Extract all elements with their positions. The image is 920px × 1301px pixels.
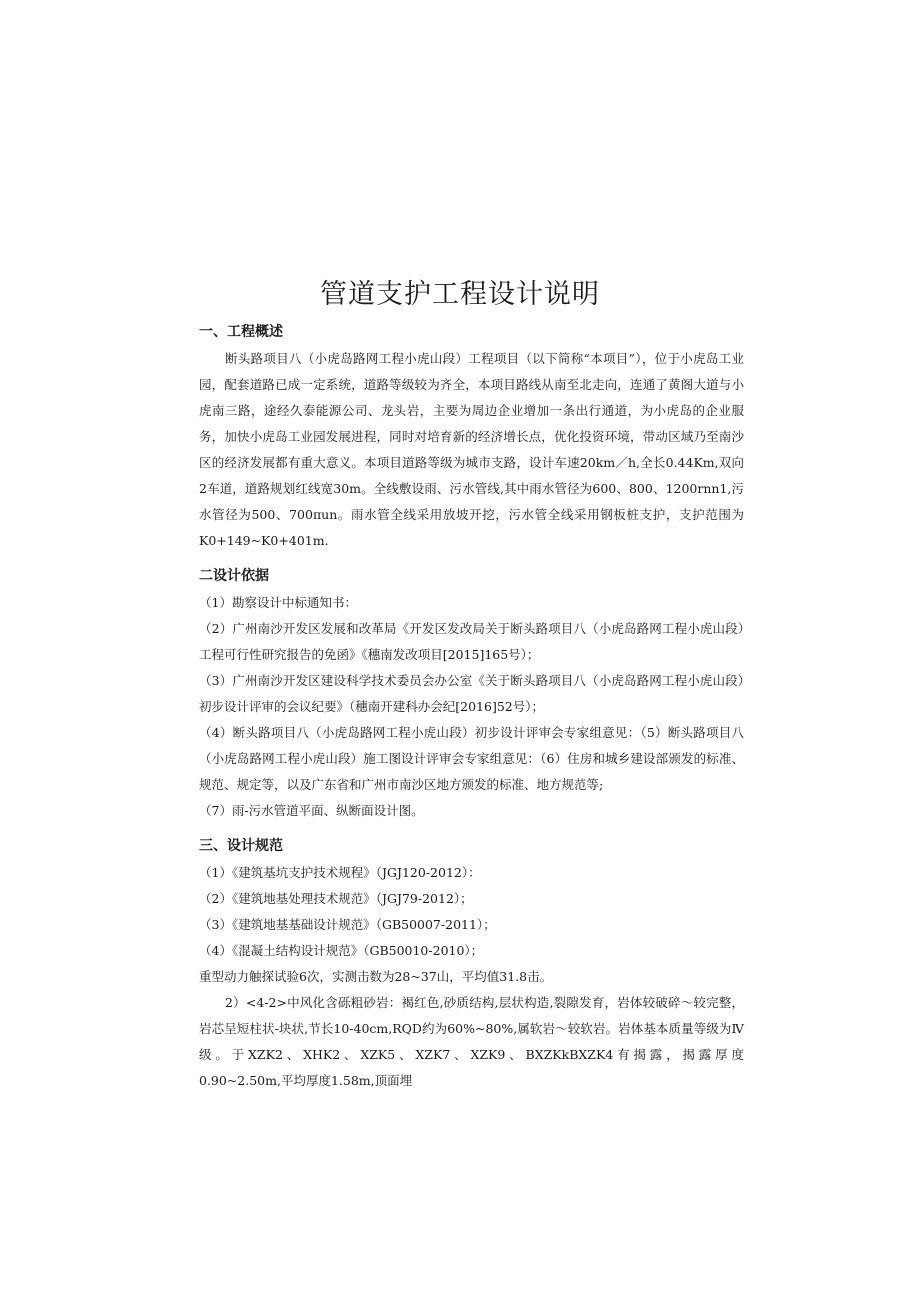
section-heading-specs: 三、设计规范 [199, 838, 283, 854]
spec-item: （1）《建筑基坑支护技术规程》（JGJ120-2012）： [199, 865, 481, 880]
test-note: 重型动力触探试验6次，实测击数为28~37山，平均值31.8击。 [199, 969, 553, 984]
basis-item: （1）勘察设计中标通知书： [199, 595, 357, 610]
basis-item: （2）广州南沙开发区发展和改革局《开发区发改局关于断头路项目八（小虎岛路网工程小虎山段）工程可行性研究报告的免函》《穗南发改项目[2015]165号）； [199, 621, 744, 662]
spec-item: （2）《建筑地基处理技术规范》（JGJ79-2012）； [199, 891, 473, 906]
page-title: 管道支护工程设计说明 [320, 279, 600, 310]
document-body [199, 318, 744, 1094]
basis-item: （4）断头路项目八（小虎岛路网工程小虎山段）初步设计评审会专家组意见：（5）断头路项目八（小虎岛路网工程小虎山段）施工图设计评审会专家组意见：（6）住房和城乡建设部颁发的标准、规范、规定等，以及广东省和广州市南沙区地方颁发的标准、地方规范等; [199, 725, 744, 792]
spec-item: （4）《混凝土结构设计规范》（GB50010-2010）； [199, 943, 484, 958]
spec-item: （3）《建筑地基基础设计规范》（GB50007-2011）； [199, 917, 496, 932]
rock-description-paragraph: 2）<4-2>中风化含砾粗砂岩：褐红色,砂质结构,层状构造,裂隙发育，岩体较破碎～较完整，岩芯呈短柱状-块状,节长10-40cm,RQD约为60%~80%,属软岩～较软岩。岩体基本质量等级为Ⅳ级。于XZK2、XHK2、XZK5、XZK7、XZK9、BXZKkBXZK4有揭露，揭露厚度0.90~2.50m,平均厚度1.58m,顶面埋 [199, 995, 744, 1088]
basis-item: （7）雨-污水管道平面、纵断面设计图。 [199, 803, 424, 818]
basis-item: （3）广州南沙开发区建设科学技术委员会办公室《关于断头路项目八（小虎岛路网工程小虎山段）初步设计评审的会议纪要》（穗南开建科办会纪[2016]52号）； [199, 673, 744, 714]
section-heading-overview: 一、工程概述 [199, 324, 283, 340]
section-heading-basis: 二设计依据 [199, 568, 269, 584]
overview-paragraph: 断头路项目八（小虎岛路网工程小虎山段）工程项目（以下简称“本项目”），位于小虎岛工业园，配套道路已成一定系统，道路等级较为齐全，本项目路线从南至北走向，连通了黄阁大道与小虎南三路，途经久泰能源公司、龙头岩，主要为周边企业增加一条出行通道，为小虎岛的企业服务，加快小虎岛工业园发展进程，同时对培育新的经济增长点，优化投资环境，带动区域乃至南沙区的经济发展都有重大意义。本项目道路等级为城市支路，设计车速20km／h,全长0.44Km,双向2车道，道路规划红线宽30m。全线敷设雨、污水管线,其中雨水管径为600、800、1200rnn1,污水管径为500、700πun。雨水管全线采用放坡开挖，污水管全线采用钢板桩支护，支护范围为K0+149~K0+401m. [199, 351, 744, 548]
